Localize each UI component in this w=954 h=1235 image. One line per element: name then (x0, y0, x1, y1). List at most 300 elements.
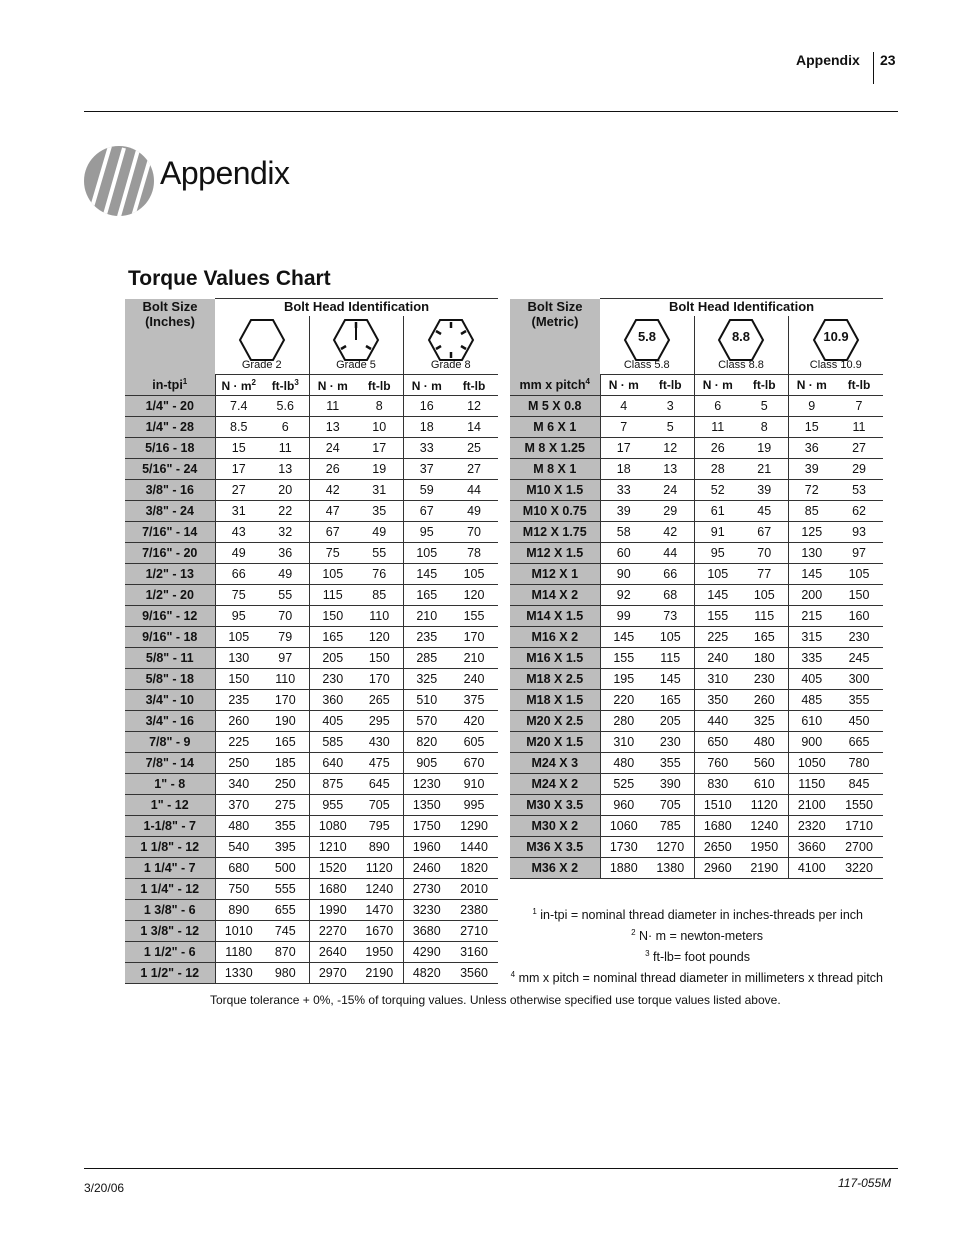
torque-value-cell: 62 (835, 501, 883, 522)
table-row (510, 816, 883, 837)
torque-value-cell: 150 (356, 648, 403, 669)
bolt-size-cell: M16 X 1.5 (510, 648, 600, 669)
bolt-size-cell: 1/2" - 13 (125, 564, 215, 585)
torque-value-cell: 47 (309, 501, 356, 522)
table-row (510, 837, 883, 858)
table-row (125, 564, 498, 585)
unit-text: ft-lb (462, 378, 486, 393)
class-8-8-hex-icon (717, 318, 765, 362)
unit-sup: 3 (294, 377, 299, 387)
torque-value-cell: 1120 (741, 795, 788, 816)
torque-value-cell: 16 (403, 396, 450, 417)
table-row (125, 732, 498, 753)
torque-value-cell: 1820 (450, 858, 498, 879)
torque-value-cell: 13 (647, 459, 694, 480)
torque-value-cell: 17 (215, 459, 262, 480)
torque-value-cell: 405 (788, 669, 835, 690)
torque-value-cell: 260 (741, 690, 788, 711)
class-10-9-mark: 10.9 (823, 329, 849, 344)
bolt-size-cell: M 8 X 1 (510, 459, 600, 480)
footer-date: 3/20/06 (84, 1181, 125, 1195)
torque-value-cell: 1060 (600, 816, 647, 837)
class-10-9-label: Class 10.9 (809, 359, 862, 371)
torque-value-cell: 77 (741, 564, 788, 585)
unit-header: N · m (600, 375, 647, 396)
bolt-size-cell: M14 X 2 (510, 585, 600, 606)
torque-value-cell: 6 (694, 396, 741, 417)
torque-value-cell: 31 (215, 501, 262, 522)
table-row (125, 438, 498, 459)
unit-header: ft-lb (741, 375, 788, 396)
grade-5-cell (309, 316, 403, 375)
torque-value-cell: 11 (835, 417, 883, 438)
bolt-size-cell: M24 X 2 (510, 774, 600, 795)
table-row (125, 522, 498, 543)
table-row (125, 669, 498, 690)
torque-value-cell: 97 (262, 648, 309, 669)
torque-value-cell: 475 (356, 753, 403, 774)
torque-value-cell: 11 (694, 417, 741, 438)
torque-value-cell: 105 (647, 627, 694, 648)
bolt-size-cell: 9/16" - 12 (125, 606, 215, 627)
torque-value-cell: 1750 (403, 816, 450, 837)
bolt-size-cell: M 5 X 0.8 (510, 396, 600, 417)
torque-value-cell: 2730 (403, 879, 450, 900)
torque-value-cell: 170 (450, 627, 498, 648)
torque-value-cell: 49 (450, 501, 498, 522)
unit-header (309, 375, 356, 396)
torque-value-cell: 230 (835, 627, 883, 648)
metric-torque-table (510, 298, 883, 879)
torque-value-cell: 610 (741, 774, 788, 795)
torque-value-cell: 340 (215, 774, 262, 795)
torque-value-cell: 11 (262, 438, 309, 459)
torque-value-cell: 33 (600, 480, 647, 501)
table-row (125, 543, 498, 564)
torque-value-cell: 145 (788, 564, 835, 585)
bolt-size-cell: M20 X 2.5 (510, 711, 600, 732)
table-row (510, 795, 883, 816)
torque-value-cell: 750 (215, 879, 262, 900)
torque-value-cell: 75 (215, 585, 262, 606)
bolt-size-cell: M 6 X 1 (510, 417, 600, 438)
table-row (510, 438, 883, 459)
torque-value-cell: 165 (403, 585, 450, 606)
bolt-head-identification-header: Bolt Head Identification (600, 299, 883, 317)
torque-value-cell: 510 (403, 690, 450, 711)
torque-value-cell: 91 (694, 522, 741, 543)
torque-value-cell: 7.4 (215, 396, 262, 417)
torque-value-cell: 200 (788, 585, 835, 606)
bolt-size-cell: 3/8" - 16 (125, 480, 215, 501)
torque-value-cell: 820 (403, 732, 450, 753)
bolt-size-cell: M20 X 1.5 (510, 732, 600, 753)
bolt-size-cell: 7/16" - 20 (125, 543, 215, 564)
torque-value-cell: 52 (694, 480, 741, 501)
torque-value-cell: 105 (215, 627, 262, 648)
torque-value-cell: 115 (741, 606, 788, 627)
unit-text: ft-lb (367, 378, 391, 393)
unit-text: ft-lb (271, 378, 295, 393)
torque-value-cell: 93 (835, 522, 883, 543)
torque-value-cell: 745 (262, 921, 309, 942)
torque-value-cell: 560 (741, 753, 788, 774)
bolt-size-cell: 7/8" - 14 (125, 753, 215, 774)
bolt-head-identification-header: Bolt Head Identification (215, 299, 498, 317)
table-row (125, 711, 498, 732)
torque-value-cell: 55 (262, 585, 309, 606)
torque-value-cell: 3220 (835, 858, 883, 879)
torque-value-cell: 39 (600, 501, 647, 522)
grade-5-hex-icon (332, 318, 380, 362)
torque-value-cell: 27 (215, 480, 262, 501)
table-row (125, 501, 498, 522)
torque-value-cell: 4100 (788, 858, 835, 879)
torque-value-cell: 890 (356, 837, 403, 858)
torque-value-cell: 1380 (647, 858, 694, 879)
torque-value-cell: 875 (309, 774, 356, 795)
torque-value-cell: 26 (694, 438, 741, 459)
torque-value-cell: 185 (262, 753, 309, 774)
torque-value-cell: 350 (694, 690, 741, 711)
torque-value-cell: 24 (309, 438, 356, 459)
torque-value-cell: 58 (600, 522, 647, 543)
torque-value-cell: 45 (741, 501, 788, 522)
class-5-8-label: Class 5.8 (623, 359, 670, 371)
torque-value-cell: 59 (403, 480, 450, 501)
torque-value-cell: 61 (694, 501, 741, 522)
torque-value-cell: 230 (741, 669, 788, 690)
bolt-size-cell: M24 X 3 (510, 753, 600, 774)
torque-value-cell: 39 (741, 480, 788, 501)
torque-value-cell: 1180 (215, 942, 262, 963)
torque-value-cell: 540 (215, 837, 262, 858)
torque-value-cell: 325 (741, 711, 788, 732)
torque-value-cell: 1670 (356, 921, 403, 942)
torque-value-cell: 480 (741, 732, 788, 753)
table-row (510, 543, 883, 564)
torque-value-cell: 78 (450, 543, 498, 564)
torque-value-cell: 655 (262, 900, 309, 921)
torque-value-cell: 92 (600, 585, 647, 606)
torque-value-cell: 210 (450, 648, 498, 669)
torque-value-cell: 230 (647, 732, 694, 753)
torque-value-cell: 11 (309, 396, 356, 417)
torque-value-cell: 70 (262, 606, 309, 627)
class-5-8-mark: 5.8 (637, 329, 656, 344)
torque-value-cell: 845 (835, 774, 883, 795)
torque-value-cell: 36 (262, 543, 309, 564)
torque-value-cell: 1080 (309, 816, 356, 837)
torque-value-cell: 760 (694, 753, 741, 774)
torque-value-cell: 310 (600, 732, 647, 753)
table-row (125, 963, 498, 984)
torque-value-cell: 3160 (450, 942, 498, 963)
bolt-size-cell: 3/4" - 16 (125, 711, 215, 732)
torque-value-cell: 18 (403, 417, 450, 438)
torque-value-cell: 610 (788, 711, 835, 732)
torque-value-cell: 480 (215, 816, 262, 837)
torque-value-cell: 250 (262, 774, 309, 795)
bolt-size-cell: M36 X 3.5 (510, 837, 600, 858)
unit-header (262, 375, 309, 396)
torque-value-cell: 355 (262, 816, 309, 837)
torque-value-cell: 235 (215, 690, 262, 711)
inch-units-row (125, 375, 498, 396)
torque-value-cell: 450 (835, 711, 883, 732)
table-row (125, 900, 498, 921)
torque-value-cell: 1210 (309, 837, 356, 858)
torque-value-cell: 15 (788, 417, 835, 438)
torque-value-cell: 4820 (403, 963, 450, 984)
torque-value-cell: 335 (788, 648, 835, 669)
torque-value-cell: 44 (450, 480, 498, 501)
torque-value-cell: 18 (600, 459, 647, 480)
torque-value-cell: 910 (450, 774, 498, 795)
torque-value-cell: 1440 (450, 837, 498, 858)
torque-value-cell: 955 (309, 795, 356, 816)
torque-value-cell: 31 (356, 480, 403, 501)
torque-value-cell: 325 (403, 669, 450, 690)
torque-value-cell: 60 (600, 543, 647, 564)
unit-header: N · m (788, 375, 835, 396)
torque-value-cell: 1330 (215, 963, 262, 984)
torque-value-cell: 525 (600, 774, 647, 795)
grade-5-label: Grade 5 (336, 359, 376, 371)
torque-value-cell: 220 (600, 690, 647, 711)
table-row (510, 774, 883, 795)
torque-value-cell: 3230 (403, 900, 450, 921)
torque-value-cell: 230 (309, 669, 356, 690)
torque-value-cell: 85 (356, 585, 403, 606)
torque-value-cell: 485 (788, 690, 835, 711)
table-row (510, 690, 883, 711)
table-row (125, 648, 498, 669)
bolt-size-cell: 1 3/8" - 12 (125, 921, 215, 942)
torque-value-cell: 36 (788, 438, 835, 459)
table-row (510, 522, 883, 543)
torque-value-cell: 1510 (694, 795, 741, 816)
torque-value-cell: 830 (694, 774, 741, 795)
torque-value-cell: 110 (356, 606, 403, 627)
table-row (125, 921, 498, 942)
torque-value-cell: 2190 (741, 858, 788, 879)
torque-value-cell: 310 (694, 669, 741, 690)
class-5-8-hex-icon (623, 318, 671, 362)
class-5-8-cell (600, 316, 694, 375)
torque-value-cell: 570 (403, 711, 450, 732)
torque-value-cell: 1550 (835, 795, 883, 816)
unit-text: N · m (411, 378, 442, 393)
torque-value-cell: 105 (694, 564, 741, 585)
torque-value-cell: 130 (215, 648, 262, 669)
table-row (510, 648, 883, 669)
torque-value-cell: 70 (741, 543, 788, 564)
torque-value-cell: 2380 (450, 900, 498, 921)
torque-value-cell: 105 (835, 564, 883, 585)
torque-value-cell: 980 (262, 963, 309, 984)
torque-value-cell: 2970 (309, 963, 356, 984)
unit-header: ft-lb (835, 375, 883, 396)
torque-value-cell: 195 (600, 669, 647, 690)
table-row (510, 396, 883, 417)
torque-value-cell: 295 (356, 711, 403, 732)
class-10-9-cell (788, 316, 883, 375)
torque-value-cell: 33 (403, 438, 450, 459)
torque-value-cell: 645 (356, 774, 403, 795)
torque-value-cell: 315 (788, 627, 835, 648)
torque-value-cell: 165 (262, 732, 309, 753)
torque-value-cell: 67 (403, 501, 450, 522)
torque-value-cell: 25 (450, 438, 498, 459)
bolt-size-cell: 1/4" - 28 (125, 417, 215, 438)
torque-tolerance-note: Torque tolerance + 0%, -15% of torquing values. Unless otherwise specified use torque values listed above. (210, 993, 781, 1007)
torque-value-cell: 13 (309, 417, 356, 438)
bolt-size-cell: M30 X 3.5 (510, 795, 600, 816)
torque-value-cell: 1290 (450, 816, 498, 837)
torque-value-cell: 205 (647, 711, 694, 732)
table-row (510, 564, 883, 585)
torque-value-cell: 49 (262, 564, 309, 585)
torque-value-cell: 150 (835, 585, 883, 606)
torque-value-cell: 225 (694, 627, 741, 648)
footer-rule (84, 1168, 898, 1169)
grade-8-hex-icon (427, 318, 475, 362)
torque-value-cell: 27 (835, 438, 883, 459)
torque-value-cell: 115 (309, 585, 356, 606)
torque-value-cell: 2960 (694, 858, 741, 879)
torque-value-cell: 13 (262, 459, 309, 480)
bolt-size-cell: 3/8" - 24 (125, 501, 215, 522)
torque-value-cell: 44 (647, 543, 694, 564)
unit-header (403, 375, 450, 396)
bolt-size-metric-label (510, 299, 600, 375)
torque-value-cell: 210 (403, 606, 450, 627)
torque-value-cell: 170 (262, 690, 309, 711)
bolt-size-cell: M36 X 2 (510, 858, 600, 879)
torque-value-cell: 890 (215, 900, 262, 921)
torque-value-cell: 650 (694, 732, 741, 753)
bolt-size-cell: 5/8" - 11 (125, 648, 215, 669)
table-row (510, 711, 883, 732)
torque-value-cell: 39 (788, 459, 835, 480)
torque-value-cell: 12 (450, 396, 498, 417)
bolt-size-cell: 1/2" - 20 (125, 585, 215, 606)
bolt-size-cell: 1 3/8" - 6 (125, 900, 215, 921)
torque-value-cell: 29 (835, 459, 883, 480)
footnote-1: $^1$ in-tpi = nominal thread diameter in inches-threads per inch (532, 907, 863, 923)
table-row (510, 480, 883, 501)
torque-value-cell: 2640 (309, 942, 356, 963)
torque-value-cell: 160 (835, 606, 883, 627)
bolt-size-label-text: Bolt Size (Metric) (527, 298, 583, 329)
bolt-size-cell: M18 X 2.5 (510, 669, 600, 690)
torque-value-cell: 17 (356, 438, 403, 459)
torque-value-cell: 680 (215, 858, 262, 879)
torque-value-cell: 21 (741, 459, 788, 480)
table-row (125, 837, 498, 858)
torque-value-cell: 280 (600, 711, 647, 732)
torque-value-cell: 705 (647, 795, 694, 816)
bolt-size-cell: 7/8" - 9 (125, 732, 215, 753)
torque-value-cell: 1680 (694, 816, 741, 837)
torque-value-cell: 14 (450, 417, 498, 438)
footnote-3: $^3$ ft-lb= foot pounds (645, 949, 750, 965)
torque-value-cell: 605 (450, 732, 498, 753)
torque-value-cell: 1710 (835, 816, 883, 837)
torque-value-cell: 155 (600, 648, 647, 669)
bolt-size-cell: M12 X 1.5 (510, 543, 600, 564)
torque-value-cell: 55 (356, 543, 403, 564)
torque-value-cell: 3660 (788, 837, 835, 858)
torque-value-cell: 1350 (403, 795, 450, 816)
table-row (125, 879, 498, 900)
torque-value-cell: 95 (403, 522, 450, 543)
bolt-size-cell: M10 X 1.5 (510, 480, 600, 501)
torque-value-cell: 995 (450, 795, 498, 816)
torque-value-cell: 165 (647, 690, 694, 711)
torque-value-cell: 35 (356, 501, 403, 522)
torque-value-cell: 5.6 (262, 396, 309, 417)
torque-value-cell: 42 (647, 522, 694, 543)
torque-value-cell: 2190 (356, 963, 403, 984)
torque-value-cell: 67 (309, 522, 356, 543)
torque-value-cell: 360 (309, 690, 356, 711)
torque-value-cell: 95 (215, 606, 262, 627)
bolt-size-cell: M30 X 2 (510, 816, 600, 837)
torque-value-cell: 285 (403, 648, 450, 669)
torque-value-cell: 7 (835, 396, 883, 417)
table-row (510, 501, 883, 522)
torque-value-cell: 395 (262, 837, 309, 858)
bolt-size-cell: M12 X 1.75 (510, 522, 600, 543)
torque-value-cell: 2700 (835, 837, 883, 858)
torque-value-cell: 105 (403, 543, 450, 564)
table-row (125, 753, 498, 774)
torque-value-cell: 240 (450, 669, 498, 690)
torque-value-cell: 37 (403, 459, 450, 480)
torque-value-cell: 960 (600, 795, 647, 816)
table-row (125, 480, 498, 501)
bolt-size-cell: 1/4" - 20 (125, 396, 215, 417)
page-number: 23 (880, 52, 896, 68)
torque-value-cell: 275 (262, 795, 309, 816)
torque-value-cell: 19 (741, 438, 788, 459)
table-row (510, 732, 883, 753)
torque-value-cell: 480 (600, 753, 647, 774)
bolt-size-cell: 5/16" - 24 (125, 459, 215, 480)
torque-value-cell: 4 (600, 396, 647, 417)
torque-value-cell: 29 (647, 501, 694, 522)
torque-value-cell: 19 (356, 459, 403, 480)
table-row (510, 585, 883, 606)
class-8-8-mark: 8.8 (731, 329, 751, 344)
torque-value-cell: 795 (356, 816, 403, 837)
torque-value-cell: 300 (835, 669, 883, 690)
torque-value-cell: 190 (262, 711, 309, 732)
bolt-size-cell: 1 1/2" - 12 (125, 963, 215, 984)
unit-header (215, 375, 262, 396)
footer-document-number: 117-055M (838, 1176, 892, 1190)
table-row (510, 606, 883, 627)
torque-value-cell: 1150 (788, 774, 835, 795)
torque-value-cell: 66 (647, 564, 694, 585)
bolt-size-cell: 1" - 8 (125, 774, 215, 795)
torque-value-cell: 665 (835, 732, 883, 753)
header-separator (873, 52, 874, 84)
torque-value-cell: 145 (694, 585, 741, 606)
torque-value-cell: 95 (694, 543, 741, 564)
